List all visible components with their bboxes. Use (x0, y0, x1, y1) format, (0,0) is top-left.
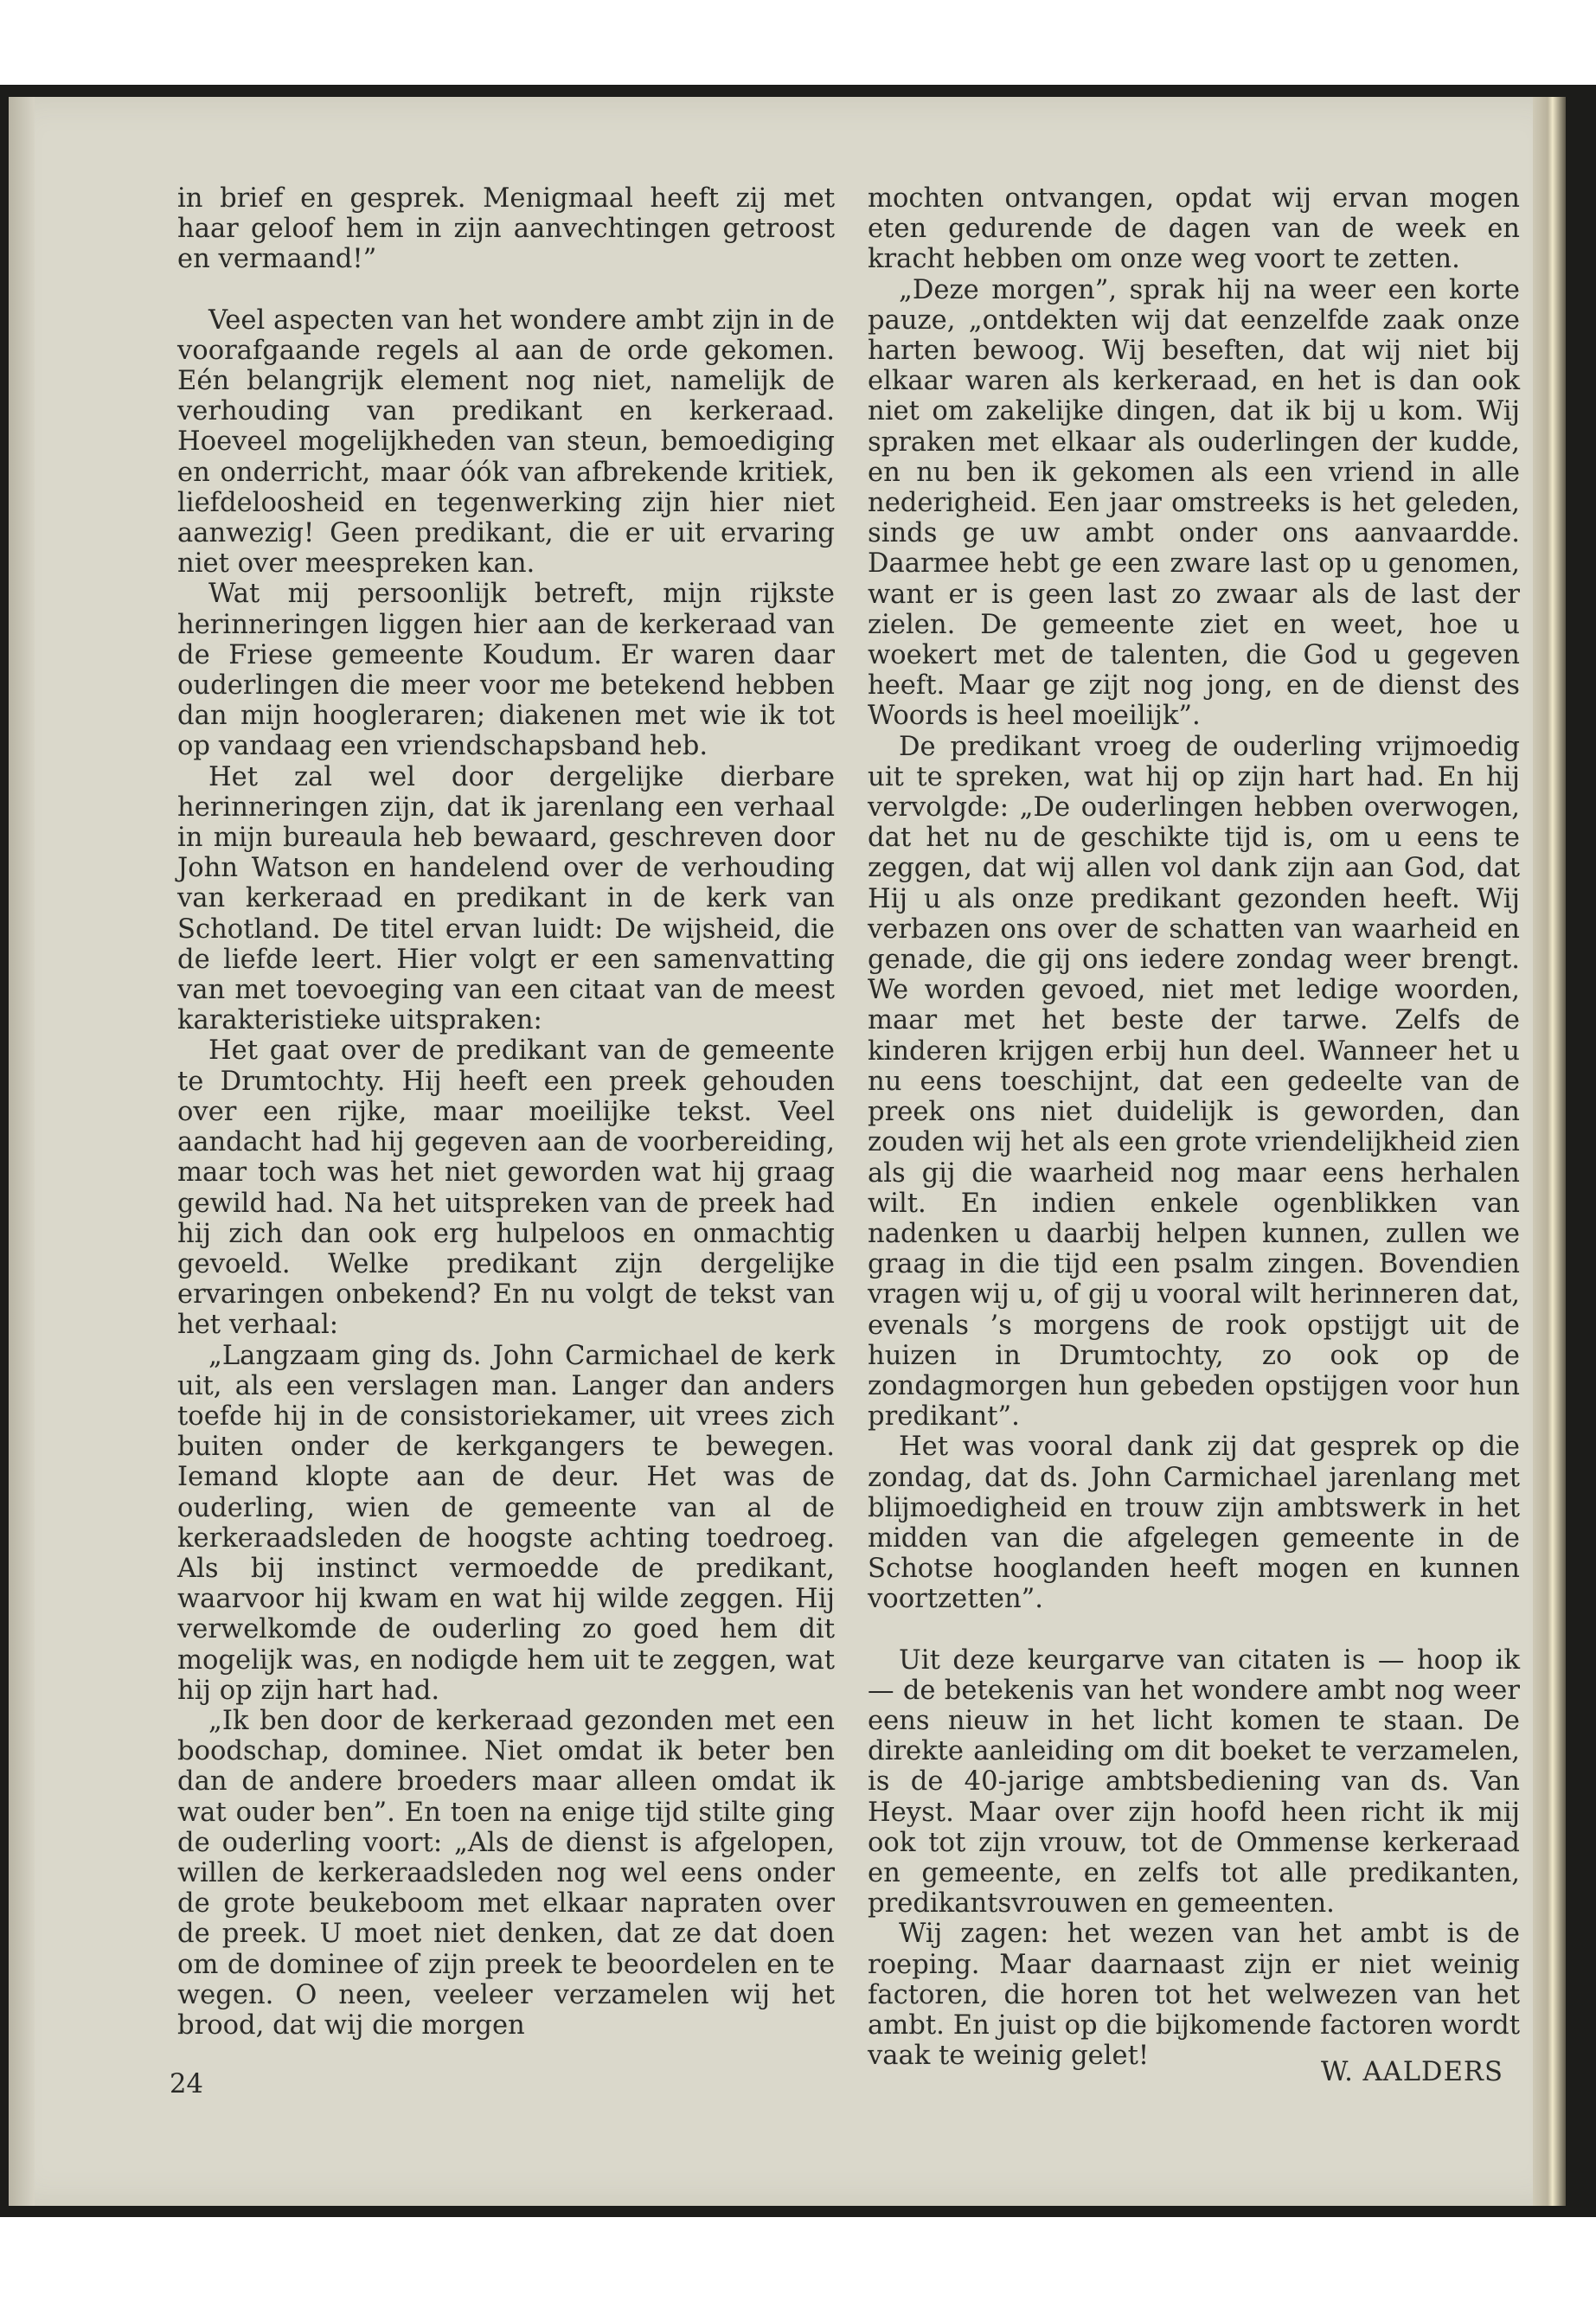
author-signature: W. AALDERS (1321, 2057, 1503, 2087)
paragraph: Het zal wel door dergelijke dierbare herinneringen zijn, dat ik jarenlang een verhaal in mijn bureaula heb bewaard, geschreven door John Watson en handelend over de verhouding van kerkeraad en predikant in de kerk van Schotland. De titel ervan luidt: De wijsheid, die de liefde leert. Hier volgt er een samenvatting van met toevoeging van een citaat van de meest karakteristieke uitspraken: (177, 761, 835, 1036)
page-edge-left (9, 97, 35, 2206)
paragraph: mochten ontvangen, opdat wij ervan mogen eten gedurende de dagen van de week en kracht hebben om onze weg voort te zetten. (868, 183, 1520, 275)
paragraph: Het gaat over de predikant van de gemeente te Drumtochty. Hij heeft een preek gehouden over een rijke, maar moeilijke tekst. Veel aandacht had hij gegeven aan de voorbereiding, maar toch was het niet geworden wat hij graag gewild had. Na het uitspreken van de preek had hij zich dan ook erg hulpeloos en onmachtig gevoeld. Welke predikant zijn dergelijke ervaringen onbekend? En nu volgt de tekst van het verhaal: (177, 1035, 835, 1341)
paragraph: in brief en gesprek. Menigmaal heeft zij met haar geloof hem in zijn aanvechtingen getroost en vermaand!” (177, 183, 835, 275)
paragraph: Wat mij persoonlijk betreft, mijn rijkste herinneringen liggen hier aan de kerkeraad van de Friese gemeente Koudum. Er waren daar ouderlingen die meer voor me betekend hebben dan mijn hoogleraren; diakenen met wie ik tot op vandaag een vriendschapsband heb. (177, 579, 835, 762)
scan-margin-bottom (0, 2217, 1596, 2301)
paragraph: Veel aspecten van het wondere ambt zijn in de voorafgaande regels al aan de orde gekomen. Eén belangrijk element nog niet, namelijk de verhouding van predikant en kerkeraad. Hoeveel mogelijkheden van steun, bemoediging en onderricht, maar óók van afbrekende kritiek, liefdeloosheid en tegenwerking zijn hier niet aanwezig! Geen predikant, die er uit ervaring niet over meespreken kan. (177, 304, 835, 580)
page-number: 24 (170, 2069, 203, 2099)
paragraph: „Ik ben door de kerkeraad gezonden met een boodschap, dominee. Niet omdat ik beter ben dan de andere broeders maar alleen omdat ik wat ouder ben”. En toen na enige tijd stilte ging de ouderling voort: „Als de dienst is afgelopen, willen de kerkeraadsleden nog wel eens onder de grote beukeboom met elkaar napraten over de preek. U moet niet denken, dat ze dat doen om de dominee of zijn preek te beoordelen en te wegen. O neen, veeleer verzamelen wij het brood, dat wij die morgen (177, 1705, 835, 2041)
paragraph: Wij zagen: het wezen van het ambt is de roeping. Maar daarnaast zijn er niet weinig factoren, die horen tot het welwezen van het ambt. En juist op die bijkomende factoren wordt vaak te weinig gelet! (868, 1919, 1520, 2072)
text-column-left (177, 183, 835, 2041)
paragraph: „Deze morgen”, sprak hij na weer een korte pauze, „ontdekten wij dat eenzelfde zaak onze harten bewoog. Wij beseften, dat wij niet bij elkaar waren als kerkeraad, en het is dan ook niet om zakelijke dingen, dat ik bij u kom. Wij spraken met elkaar als ouderlingen der kudde, en nu ben ik gekomen als een vriend in alle nederigheid. Een jaar omstreeks is het geleden, sinds ge uw ambt onder ons aanvaardde. Daarmee hebt ge een zware last op u genomen, want er is geen last zo zwaar als de last der zielen. De gemeente ziet en weet, hoe u woekert met de talenten, die God u gegeven heeft. Maar ge zijt nog jong, en de dienst des Woords is heel moeilijk”. (868, 274, 1520, 732)
paragraph: Het was vooral dank zij dat gesprek op die zondag, dat ds. John Carmichael jarenlang met blijmoedigheid en trouw zijn ambtswerk in het midden van die afgelegen gemeente in de Schotse hooglanden heeft mogen en kunnen voortzetten”. (868, 1432, 1520, 1615)
scan-margin-top (0, 0, 1596, 85)
page-binding-edge (1533, 97, 1566, 2206)
paragraph: De predikant vroeg de ouderling vrijmoedig uit te spreken, wat hij op zijn hart had. En hij vervolgde: „De ouderlingen hebben overwogen, dat het nu de geschikte tijd is, om u eens te zeggen, dat wij allen vol dank zijn aan God, dat Hij u als onze predikant gezonden heeft. Wij verbazen ons over de schatten van waarheid en genade, die gij ons iedere zondag weer brengt. We worden gevoed, niet met ledige woorden, maar met het beste der tarwe. Zelfs de kinderen krijgen erbij hun deel. Wanneer het u nu eens toeschijnt, dat een gedeelte van de preek ons niet duidelijk is geworden, dan zouden wij het als een grote vriendelijkheid zien als gij die waarheid nog maar eens herhalen wilt. En indien enkele ogenblikken van nadenken u daarbij helpen kunnen, zullen we graag in die tijd een psalm zingen. Bovendien vragen wij u, of gij u vooral wilt herinneren dat, evenals ’s morgens de rook opstijgt uit de huizen in Drumtochty, zo ook op de zondagmorgen hun gebeden opstijgen voor hun predikant”. (868, 731, 1520, 1433)
text-column-right (868, 183, 1520, 2071)
paragraph: Uit deze keurgarve van citaten is — hoop ik — de betekenis van het wondere ambt nog weer eens nieuw in het licht komen te staan. De direkte aanleiding om dit boeket te verzamelen, is de 40-jarige ambtsbediening van ds. Van Heyst. Maar over zijn hoofd heen richt ik mij ook tot zijn vrouw, tot de Ommense kerkeraad en gemeente, en zelfs tot alle predikanten, predikantsvrouwen en gemeenten. (868, 1644, 1520, 1920)
paragraph: „Langzaam ging ds. John Carmichael de kerk uit, als een verslagen man. Langer dan anders toefde hij in de consistoriekamer, uit vrees zich buiten onder de kerkgangers te bewegen. Iemand klopte aan de deur. Het was de ouderling, wien de gemeente van al de kerkeraadsleden de hoogste achting toedroeg. Als bij instinct vermoedde de predikant, waarvoor hij kwam en wat hij wilde zeggen. Hij verwelkomde de ouderling zo goed hem dit mogelijk was, en nodigde hem uit te zeggen, wat hij op zijn hart had. (177, 1340, 835, 1706)
